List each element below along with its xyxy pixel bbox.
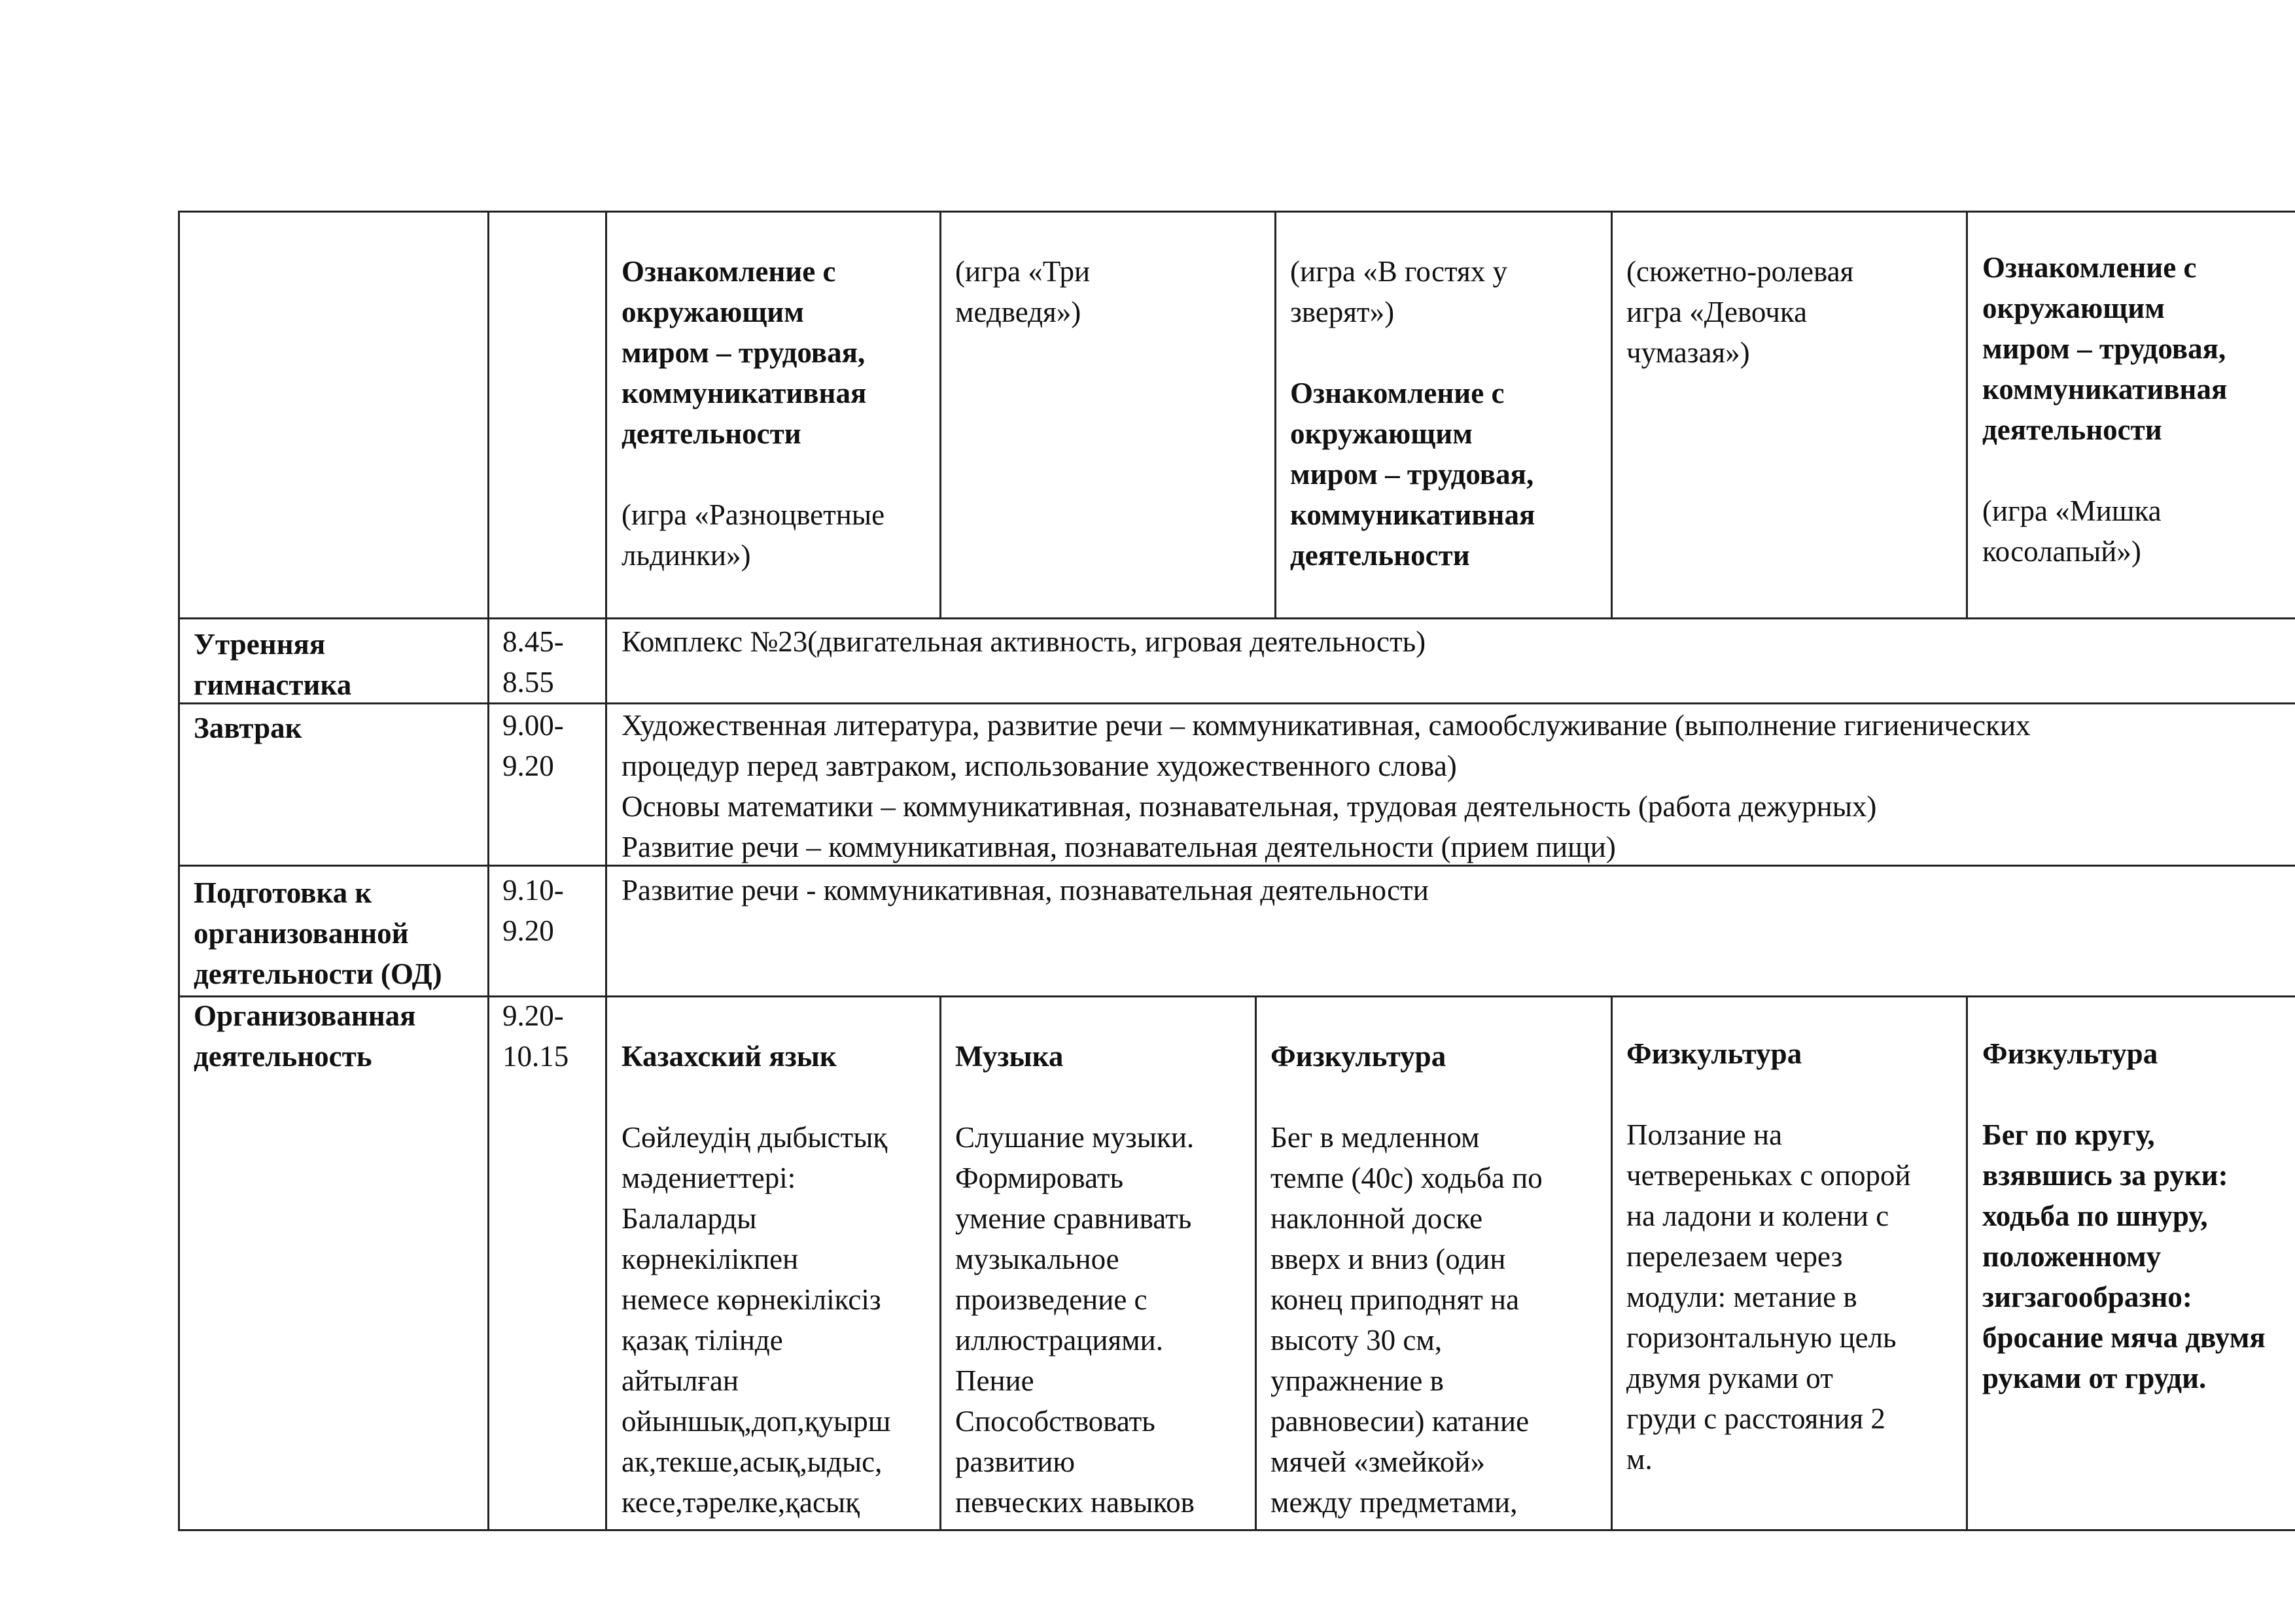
organized-label: Организованная деятельность [194, 999, 416, 1073]
wednesday-pe-text: Бег в медленном темпе (40с) ходьба по наклонной доске вверх и вниз (один конец приподнят на высоту 30 см, упражнение в равновесии) катание мячей «змейкой» между предметами, [1270, 1121, 1543, 1519]
organized-wednesday-cell [1270, 995, 1608, 1527]
wednesday-activity-title: Ознакомление с окружающим миром – трудовая, коммуникативная деятельности [1290, 377, 1535, 572]
thursday-pe-text: Ползание на четвереньках с опорой на ладони и колени с перелезаем через модули: метание в горизонтальную цель двумя руками от груди с расстояния 2 м. [1626, 1118, 1911, 1476]
preparation-content: Развитие речи - коммуникативная, познавательная деятельности [622, 874, 1429, 907]
column-divider-od-4 [1966, 995, 1968, 1529]
preparation-label: Подготовка к организованной деятельности (ОД) [194, 876, 442, 990]
monday-activity-game: (игра «Разноцветные льдинки») [622, 498, 885, 572]
organized-thursday-cell [1626, 993, 1964, 1527]
organized-monday-cell [622, 995, 937, 1527]
friday-activity-game: (игра «Мишка косолапый») [1982, 494, 2162, 568]
wednesday-activity-game-1: (игра «В гостях у зверят») [1290, 255, 1507, 328]
breakfast-time: 9.00- 9.20 [502, 709, 564, 782]
top-row-tuesday-cell [955, 211, 1269, 616]
top-row-thursday-cell [1626, 211, 1963, 616]
preparation-time: 9.10- 9.20 [502, 874, 564, 947]
column-divider-top-2 [1274, 211, 1276, 619]
row-divider-gymnastics [178, 617, 2295, 619]
row-divider-breakfast [178, 702, 2295, 704]
gymnastics-label: Утренняя гимнастика [194, 628, 352, 701]
gymnastics-time: 8.45- 8.55 [502, 625, 564, 699]
column-divider-od-3 [1611, 995, 1613, 1529]
kazakh-language-title: Казахский язык [622, 1040, 837, 1073]
music-title: Музыка [955, 1040, 1064, 1073]
column-divider-top-4 [1966, 211, 1968, 619]
gymnastics-content: Комплекс №23(двигательная активность, игровая деятельность) [622, 625, 1426, 658]
monday-activity-title: Ознакомление с окружающим миром – трудовая, коммуникативная деятельности [622, 255, 867, 450]
kazakh-language-text: Сөйлеудің дыбыстық мәдениеттері: Балаларды көрнекілікпен немесе көрнекіліксіз қазақ тілінде айтылған ойыншық,доп,қуырш ак,текше,асық,ыдыс, кесе,тәрелке,қасық [622, 1121, 891, 1519]
friday-pe-title: Физкультура [1982, 1037, 2158, 1070]
table-border-left [178, 211, 180, 1531]
tuesday-activity-game: (игра «Три медведя») [955, 255, 1091, 328]
column-divider-od-2 [1255, 995, 1257, 1529]
breakfast-label: Завтрак [194, 712, 302, 744]
column-divider-top-1 [939, 211, 941, 619]
friday-pe-text: Бег по кругу, взявшись за руки: ходьба по шнуру, положенному зигзагообразно: бросание мяча двумя руками от груди. [1982, 1118, 2266, 1394]
column-divider-content [605, 211, 607, 1531]
column-divider-time [487, 211, 489, 1531]
top-row-wednesday-cell [1290, 211, 1607, 616]
organized-tuesday-cell [955, 995, 1253, 1527]
top-row-friday-cell [1982, 207, 2295, 616]
music-text: Слушание музыки. Формировать умение сравнивать музыкальное произведение с иллюстрациями. Пение Способствовать развитию певческих навыков [955, 1121, 1195, 1519]
organized-time: 9.20- 10.15 [502, 999, 569, 1073]
friday-activity-title: Ознакомление с окружающим миром – трудовая, коммуникативная деятельности [1982, 251, 2228, 446]
top-row-monday-cell [622, 211, 936, 616]
thursday-pe-title: Физкультура [1626, 1037, 1802, 1070]
organized-friday-cell [1982, 993, 2295, 1527]
column-divider-od-1 [939, 995, 941, 1529]
thursday-activity-game: (сюжетно-ролевая игра «Девочка чумазая») [1626, 255, 1854, 369]
table-border-bottom [178, 1529, 2295, 1531]
wednesday-pe-title: Физкультура [1270, 1040, 1446, 1073]
breakfast-content: Художественная литература, развитие речи – коммуникативная, самообслуживание (выполнение гигиенических процедур перед завтраком, использование художественного слова) Основы математики – коммуникативная, познавательная, трудовая деятельность (работа дежурных) Развитие речи – коммуникативная, познавательная деятельности (прием пищи) [622, 709, 2031, 863]
column-divider-top-3 [1611, 211, 1613, 619]
